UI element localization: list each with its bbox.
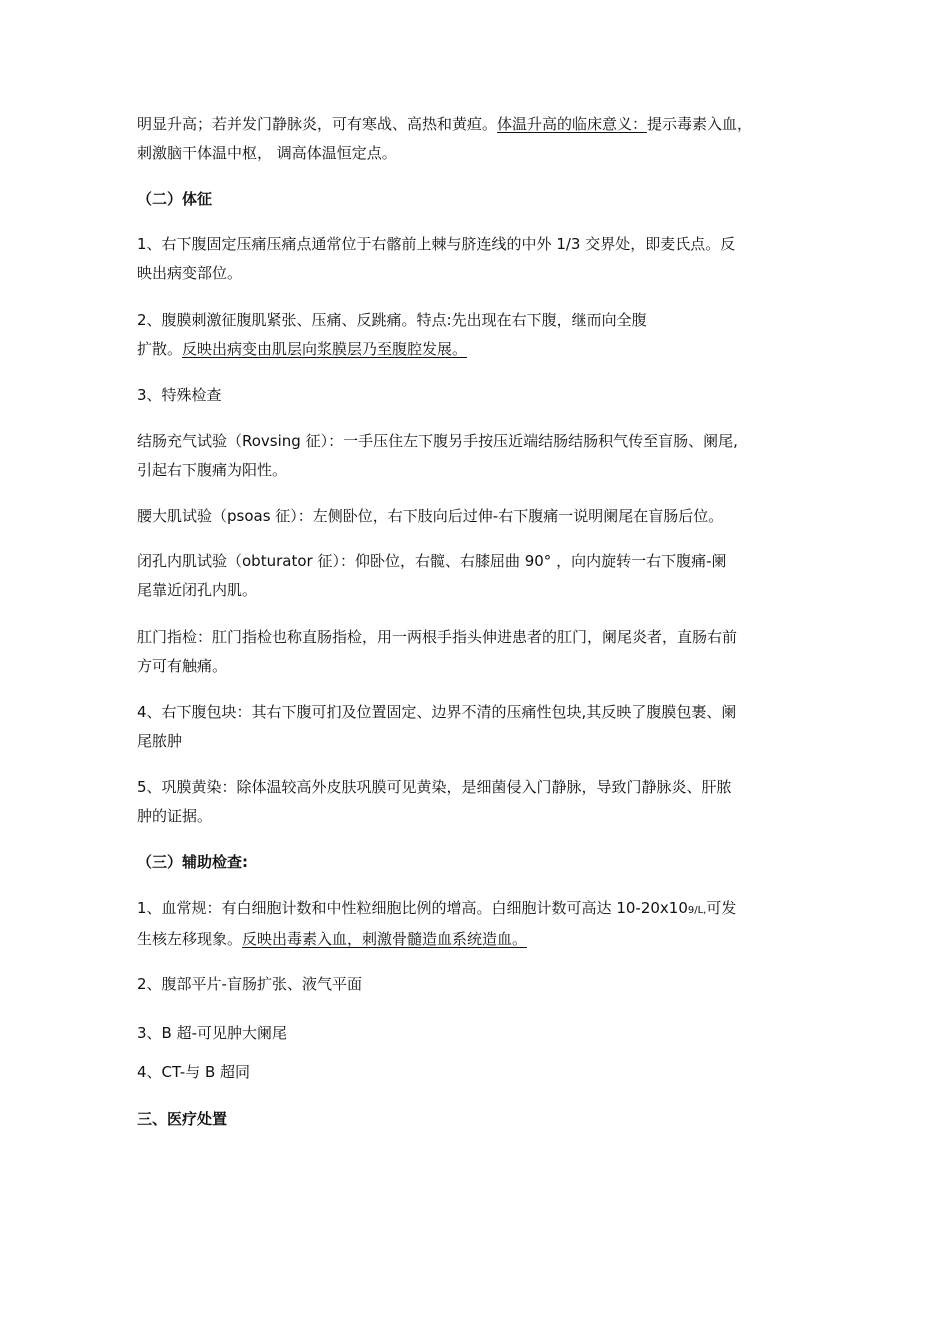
- paragraph-exam-4: 4、CT-与 B 超同: [137, 1063, 251, 1081]
- text: 明显升高；若并发门静脉炎，可有寒战、高热和黄疸。: [137, 115, 498, 133]
- text: 扩散。: [137, 340, 183, 358]
- paragraph-sign-2: [137, 306, 837, 364]
- paragraph-fever: [137, 110, 837, 168]
- paragraph-psoas: 腰大肌试验（psoas 征）：左侧卧位，右下肢向后过伸-右下腹痛一说明阑尾在盲肠后位。: [137, 507, 724, 525]
- underlined-text: 反映出毒素入血，刺激骨髓造血系统造血。: [242, 930, 528, 948]
- unit-text: 9/L,: [687, 905, 707, 916]
- paragraph-obturator: [137, 547, 837, 605]
- line: 方可有触痛。: [137, 657, 228, 675]
- line: 刺激脑干体温中枢， 调高体温恒定点。: [137, 144, 397, 162]
- line: 1、右下腹固定压痛压痛点通常位于右髂前上棘与脐连线的中外 1/3 交界处，即麦氏点。反: [137, 235, 736, 253]
- heading-auxiliary-exam: （三）辅助检查:: [137, 853, 248, 871]
- paragraph-sign-3: 3、特殊检查: [137, 386, 222, 404]
- text: 生核左移现象。: [137, 930, 243, 948]
- line: 引起右下腹痛为阳性。: [137, 461, 288, 479]
- paragraph-exam-2: 2、腹部平片-盲肠扩张、液气平面: [137, 975, 362, 993]
- line: 映出病变部位。: [137, 264, 243, 282]
- line: 5、巩膜黄染：除体温较高外皮肤巩膜可见黄染，是细菌侵入门静脉，导致门静脉炎、肝脓: [137, 778, 732, 796]
- line: [137, 925, 837, 954]
- text: 提示毒素入血，: [647, 115, 753, 133]
- text: 1、血常规：有白细胞计数和中性粒细胞比例的增高。白细胞计数可高达 10-20x10: [137, 899, 688, 917]
- line: 4、右下腹包块：其右下腹可扪及位置固定、边界不清的压痛性包块,其反映了腹膜包裹、阑: [137, 703, 737, 721]
- line: 结肠充气试验（Rovsing 征）：一手压住左下腹另手按压近端结肠结肠积气传至盲肠、阑尾,: [137, 432, 738, 450]
- paragraph-rectal: [137, 623, 837, 681]
- line: [137, 110, 837, 139]
- paragraph-exam-1: [137, 894, 837, 954]
- line: 肿的证据。: [137, 807, 213, 825]
- line: [137, 335, 837, 364]
- paragraph-exam-3: 3、B 超-可见肿大阑尾: [137, 1024, 288, 1042]
- paragraph-sign-1: [137, 230, 837, 288]
- line: 2、腹膜刺激征腹肌紧张、压痛、反跳痛。特点:先出现在右下腹，继而向全腹: [137, 311, 647, 329]
- line: 尾脓肿: [137, 732, 183, 750]
- paragraph-sign-4: [137, 698, 837, 756]
- heading-medical-treatment: 三、医疗处置: [137, 1110, 228, 1128]
- heading-signs: （二）体征: [137, 190, 213, 208]
- paragraph-sign-5: [137, 773, 837, 831]
- line: [137, 894, 837, 925]
- line: 尾靠近闭孔内肌。: [137, 581, 258, 599]
- underlined-text: 体温升高的临床意义：: [497, 115, 648, 133]
- line: 闭孔内肌试验（obturator 征）：仰卧位，右髋、右膝屈曲 90° ，向内旋转一右下腹痛-阑: [137, 552, 727, 570]
- text: 可发: [706, 899, 737, 917]
- underlined-text: 反映出病变由肌层向浆膜层乃至腹腔发展。: [182, 340, 468, 358]
- line: 肛门指检：肛门指检也称直肠指检，用一两根手指头伸进患者的肛门，阑尾炎者，直肠右前: [137, 628, 738, 646]
- paragraph-rovsing: [137, 427, 837, 485]
